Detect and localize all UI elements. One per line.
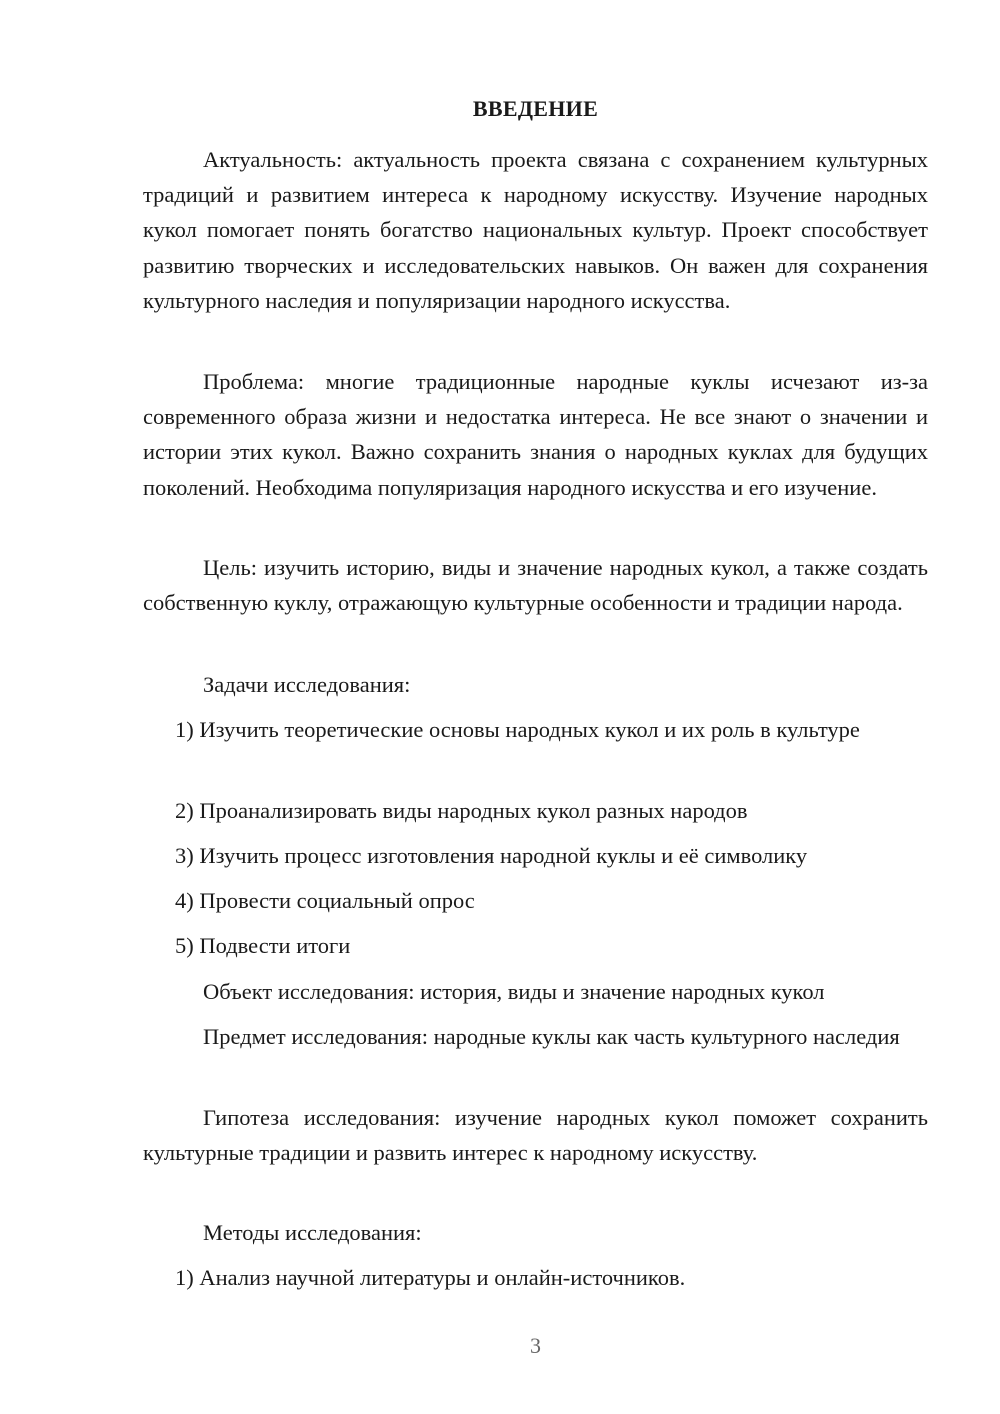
page-number: 3 [530, 1333, 541, 1358]
method-item: 1) Анализ научной литературы и онлайн-источников. [175, 1265, 686, 1290]
task-item: 2) Проанализировать виды народных кукол разных народов [175, 798, 748, 823]
task-item: 1) Изучить теоретические основы народных кукол и их роль в культуре [175, 717, 860, 742]
object-paragraph: Объект исследования: история, виды и значение народных кукол [203, 979, 825, 1004]
document-page [143, 0, 928, 1414]
task-item: 3) Изучить процесс изготовления народной куклы и её символику [175, 843, 808, 868]
goal-paragraph: Цель: изучить историю, виды и значение народных кукол, а также создать собственную куклу, отражающую культурные особенности и традиции народа. [143, 555, 928, 616]
relevance-paragraph: Актуальность: актуальность проекта связана с сохранением культурных традиций и развитием интереса к народному искусству. Изучение народных кукол помогает понять богатство национальных культур. Проект способствует развитию творческих и исследовательских навыков. Он важен для сохранения культурного наследия и популяризации народного искусства. [143, 147, 928, 313]
problem-paragraph: Проблема: многие традиционные народные куклы исчезают из-за современного образа жизни и недостатка интереса. Не все знают о значении и истории этих кукол. Важно сохранить знания о народных куклах для будущих поколений. Необходима популяризация народного искусства и его изучение. [143, 369, 928, 500]
section-title: ВВЕДЕНИЕ [472, 96, 599, 121]
hypothesis-paragraph: Гипотеза исследования: изучение народных кукол поможет сохранить культурные традиции и развить интерес к народному искусству. [143, 1105, 928, 1166]
task-item: 4) Провести социальный опрос [175, 888, 475, 913]
tasks-heading: Задачи исследования: [203, 672, 411, 697]
methods-heading: Методы исследования: [203, 1220, 422, 1245]
subject-paragraph: Предмет исследования: народные куклы как часть культурного наследия [203, 1024, 900, 1049]
task-item: 5) Подвести итоги [175, 933, 351, 958]
